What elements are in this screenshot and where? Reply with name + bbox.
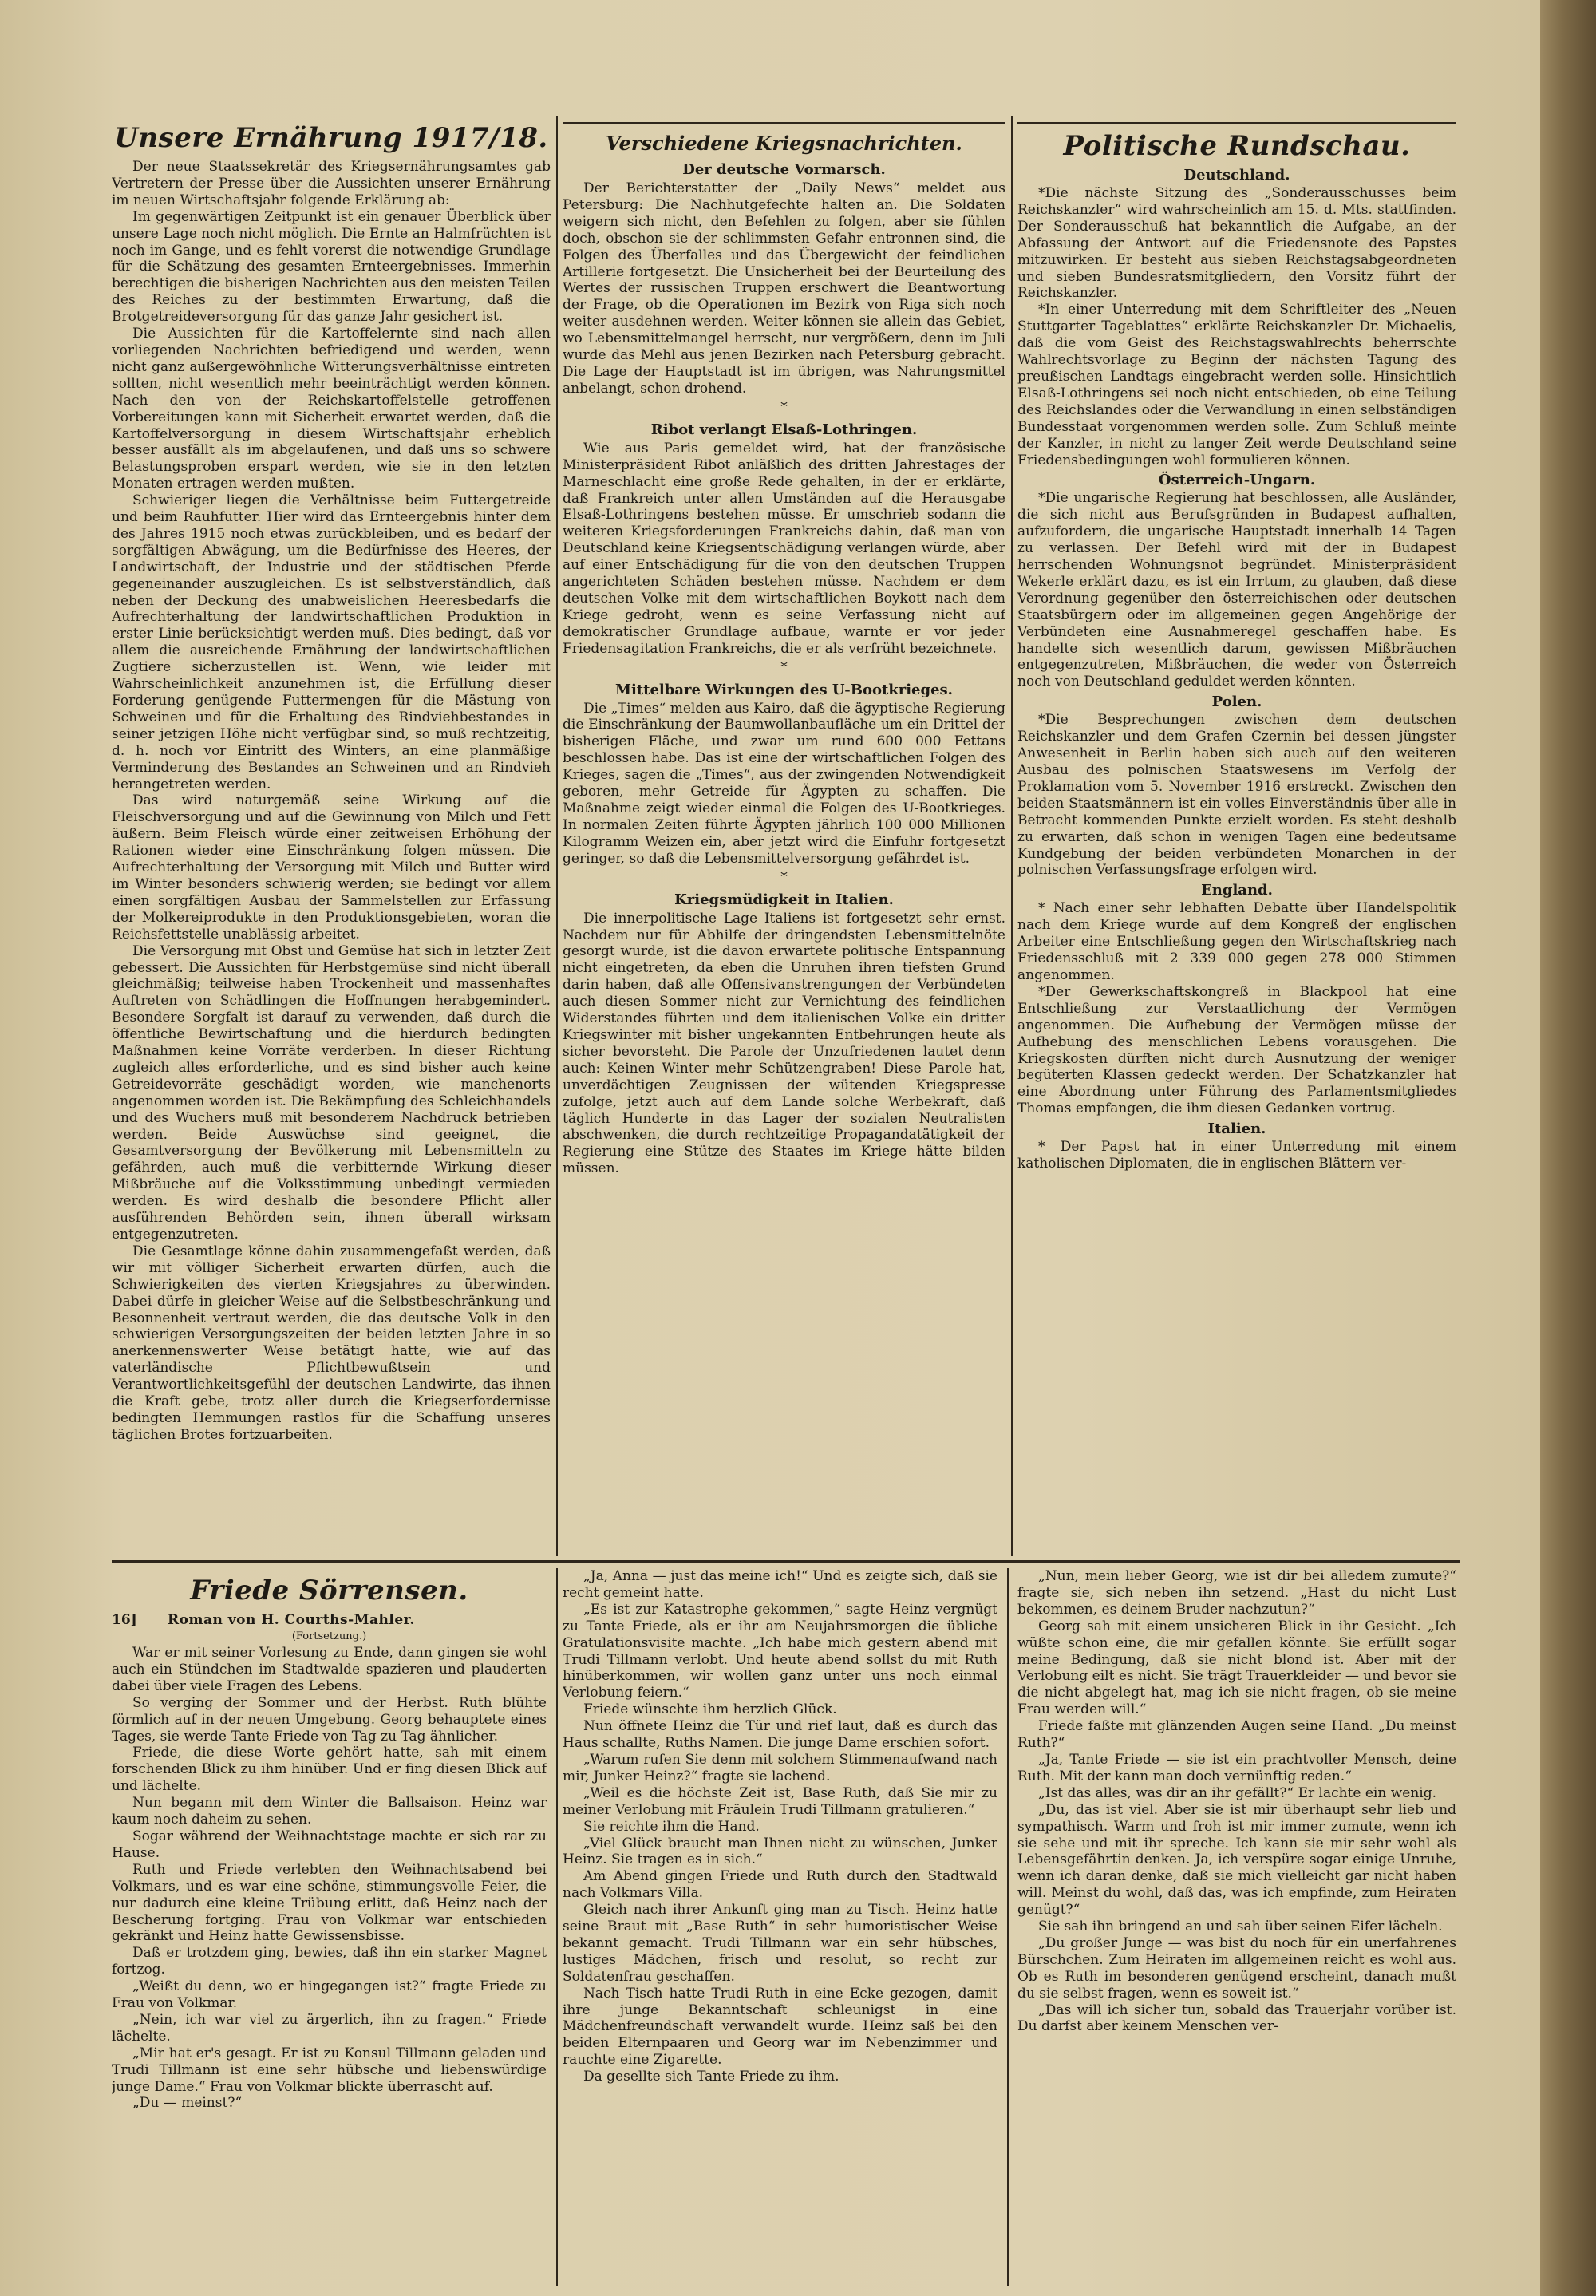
novel-paragraph: Georg sah mit einem unsicheren Blick in ihr Gesicht. „Ich wüßte schon eine, die mir gefallen könnte. Sie erfüllt sogar meine Bedingung, daß sie nicht blond ist. Aber mit der Verlobung eilt es nicht. Sie trägt Trauerkleider — und bevor sie die nicht abgelegt hat, mag ich sie nicht fragen, ob sie meine Frau werden will.“ [1017, 1618, 1456, 1718]
deutschland-item: *Die nächste Sitzung des „Sonderausschusses beim Reichskanzler“ wird wahrscheinlich am 15. d. Mts. stattfinden. Der Sonderausschuß hat bekanntlich die Aufgabe, an der Abfassung der Antwort auf die Friedensnote des Papstes mitzuwirken. Er besteht aus sieben Reichstagsabgeordneten und sieben Bundesratsmitgliedern, den Vorsitz führt der Reichskanzler. [1017, 185, 1456, 302]
novel-column-2 [563, 1568, 998, 2286]
deutschland-item: *In einer Unterredung mit dem Schriftleiter des „Neuen Stuttgarter Tageblattes“ erklärte Reichskanzler Dr. Michaelis, daß die vom Geist des Reichstagswahlrechts beherrschte Wahlrechtsvorlage zu Beginn der nächsten Tagung des preußischen Landtags eingebracht werden solle. Hinsichtlich Elsaß-Lothringens sei noch nicht entschieden, ob eine Teilung des Reichslandes oder die Verwandlung in einen selbständigen Bundesstaat vorgenommen werden solle. Zum Schluß meinte der Kanzler, in nicht zu langer Zeit werde Deutschland seine Friedensbedingungen wohl formulieren können. [1017, 302, 1456, 468]
oesterreich-heading: Österreich-Ungarn. [1158, 472, 1316, 489]
novel-paragraph: Friede, die diese Worte gehört hatte, sah mit einem forschenden Blick zu ihm hinüber. Und er fing diesen Blick auf und lächelte. [112, 1745, 547, 1795]
ernaehrung-paragraph: Schwieriger liegen die Verhältnisse beim Futtergetreide und beim Rauhfutter. Hier wird das Ernteergebnis hinter dem des Jahres 1915 noch etwas zurückbleiben, und es bedarf der sorgfältigen Abwägung, um die Bedürfnisse des Heeres, der Landwirtschaft, der Industrie und der städtischen Pferde gegeneinander auszugleichen. Es ist selbstverständlich, daß neben der Deckung des unabweislichen Heeresbedarfs die Aufrechterhaltung der landwirtschaftlichen Produktion in erster Linie berücksichtigt werden muß. Dies bedingt, daß vor allem die ausreichende Ernährung der landwirtschaftlichen Zugtiere sicherzustellen ist. Wenn, wie leider mit Wahrscheinlichkeit anzunehmen ist, die Erfüllung dieser Forderung genügende Futtermengen für die Mästung von Schweinen und für die Erhaltung des Rindviehbestandes in seiner jetzigen Höhe nicht verfügbar sind, so muß rechtzeitig, d. h. noch vor Eintritt des Winters, an eine planmäßige Verminderung des Bestandes an Schweinen und an Rindvieh herangetreten werden. [112, 492, 551, 792]
column-3 [1017, 116, 1456, 1552]
ribot-heading: Ribot verlangt Elsaß-Lothringen. [650, 421, 918, 438]
section-divider [563, 122, 1005, 124]
column-2 [563, 116, 1005, 1552]
novel-paragraph: Friede faßte mit glänzenden Augen seine Hand. „Du meinst Ruth?“ [1017, 1718, 1456, 1752]
novel-paragraph: Sogar während der Weihnachtstage machte er sich rar zu Hause. [112, 1828, 547, 1861]
novel-paragraph: „Nein, ich war viel zu ärgerlich, ihn zu fragen.“ Friede lächelte. [112, 2011, 547, 2045]
novel-paragraph: Ruth und Friede verlebten den Weihnachtsabend bei Volkmars, und es war eine schöne, stimmungsvolle Feier, die nur dadurch eine kleine Trübung erlitt, daß Heinz nach der Bescherung fortging. Frau von Volkmar war entschieden gekränkt und Heinz hatte Gewissensbisse. [112, 1861, 547, 1945]
installment-number: 16] [112, 1612, 137, 1628]
novel-paragraph: „Warum rufen Sie denn mit solchem Stimmenaufwand nach mir, Junker Heinz?“ fragte sie lachend. [563, 1751, 998, 1784]
novel-paragraph: „Du, das ist viel. Aber sie ist mir überhaupt sehr lieb und sympathisch. Warm und froh ist mir immer zumute, wenn ich sie sehe und mit ihr spreche. Ich kann sie mir sehr wohl als Lebensgefährtin denken. Ja, ich verspüre sogar einige Unruhe, wenn ich daran denke, daß sie mich vielleicht gar nicht haben will. Meinst du wohl, daß das, was ich empfinde, zum Heiraten genügt?“ [1017, 1801, 1456, 1919]
novel-paragraph: „Ja, Tante Friede — sie ist ein prachtvoller Mensch, deine Ruth. Mit der kann man doch vernünftig reden.“ [1017, 1751, 1456, 1784]
italien-rundschau-item: * Der Papst hat in einer Unterredung mit einem katholischen Diplomaten, die in englischen Blättern ver- [1017, 1139, 1456, 1172]
novel-paragraph: „Ist das alles, was dir an ihr gefällt?“ Er lachte ein wenig. [1038, 1784, 1436, 1801]
novel-paragraph: „Nun, mein lieber Georg, wie ist dir bei alledem zumute?“ fragte sie, sich neben ihn setzend. „Hast du nicht Lust bekommen, es deinem Bruder nachzutun?“ [1017, 1568, 1456, 1618]
novel-paragraph: War er mit seiner Vorlesung zu Ende, dann gingen sie wohl auch ein Stündchen im Stadtwalde spazieren und plauderten dabei über viele Fragen des Lebens. [112, 1645, 547, 1694]
feuilleton-rule [112, 1560, 1460, 1563]
novel-title: Friede Sörrensen. [190, 1575, 468, 1606]
novel-paragraph: „Weil es die höchste Zeit ist, Base Ruth, daß Sie mir zu meiner Verlobung mit Fräulein Trudi Tillmann gratulieren.“ [563, 1784, 998, 1818]
polen-item: *Die Besprechungen zwischen dem deutschen Reichskanzler und dem Grafen Czernin bei dessen jüngster Anwesenheit in Berlin haben sich auch auf den weiteren Ausbau des polnischen Staatswesens im Verfolg der Proklamation vom 5. November 1916 erstreckt. Zwischen den beiden Staatsmännern ist ein volles Einverständnis über alle in Betracht kommenden Punkte erzielt worden. Es steht deshalb zu erwarten, daß schon in wenigen Tagen eine bedeutsame Kundgebung der beiden verbündeten Monarchen in der polnischen Verfassungsfrage erfolgen wird. [1017, 712, 1456, 879]
deutschland-heading: Deutschland. [1183, 167, 1290, 184]
ubootkrieg-text: Die „Times“ melden aus Kairo, daß die ägyptische Regierung die Einschränkung der Baumwollanbaufläche um ein Drittel der bisherigen Fläche, und zwar um rund 600 000 Fettans beschlossen habe. Das ist eine der wirtschaftlichen Folgen des Krieges, sagen die „Times“, aus der zwingenden Notwendigkeit geboren, mehr Getreide für Ägypten zu schaffen. Die Maßnahme zeigt wieder einmal die Folgen des U-Bootkrieges. In normalen Zeiten führte Ägypten jährlich 100 000 Millionen Kilogramm Weizen ein, aber jetzt wird die Einfuhr fortgesetzt geringer, so daß die Lebensmittelversorgung gefährdet ist. [563, 700, 1005, 867]
italien-rundschau-heading: Italien. [1207, 1120, 1266, 1138]
novel-author: Roman von H. Courths-Mahler. [168, 1612, 415, 1628]
novel-column-3 [1017, 1568, 1456, 2286]
novel-paragraph: Sie reichte ihm die Hand. [583, 1818, 760, 1835]
continuation-note: (Fortsetzung.) [291, 1630, 367, 1642]
novel-paragraph: Da gesellte sich Tante Friede zu ihm. [583, 2069, 839, 2085]
novel-paragraph: Nun begann mit dem Winter die Ballsaison. Heinz war kaum noch daheim zu sehen. [112, 1795, 547, 1828]
page-binding-edge [1540, 0, 1596, 2296]
separator-star: * [780, 398, 788, 415]
novel-paragraph: „Das will ich sicher tun, sobald das Trauerjahr vorüber ist. Du darfst aber keinem Menschen ver- [1017, 2002, 1456, 2035]
novel-paragraph: Nach Tisch hatte Trudi Ruth in eine Ecke gezogen, damit ihre junge Bekanntschaft schleunigst in eine Mädchenfreundschaft verwandelt wurde. Heinz saß bei den beiden Elternpaaren und Georg war im Nebenzimmer und rauchte eine Zigarette. [563, 1985, 998, 2069]
novel-paragraph: Daß er trotzdem ging, bewies, daß ihn ein starker Magnet fortzog. [112, 1945, 547, 1978]
novel-paragraph: „Du — meinst?“ [132, 2095, 243, 2112]
column-1 [112, 116, 551, 1552]
novel-column-1 [112, 1568, 547, 2286]
separator-star: * [780, 658, 788, 675]
ernaehrung-title: Unsere Ernährung 1917/18. [114, 122, 548, 154]
separator-star: * [780, 868, 788, 885]
ernaehrung-paragraph: Die Gesamtlage könne dahin zusammengefaßt werden, daß wir mit völliger Sicherheit erwarten dürfen, auch die Schwierigkeiten des vierten Kriegsjahres zu überwinden. Dabei dürfe in gleicher Weise auf die Selbstbeschränkung und Besonnenheit vertraut werden, die das deutsche Volk in den schwierigen Versorgungszeiten der beiden letzten Jahre in so anerkennenswerter Weise betätigt hatte, wie auf das vaterländische Pflichtbewußtsein und Verantwortlichkeitsgefühl der deutschen Landwirte, das ihnen die Kraft gebe, trotz aller durch die Kriegserfordernisse bedingten Hemmungen rastlos für die Schaffung unseres täglichen Brotes fortzuarbeiten. [112, 1243, 551, 1443]
oesterreich-item: *Die ungarische Regierung hat beschlossen, alle Ausländer, die sich nicht aus Berufsgründen in Budapest aufhalten, aufzufordern, die ungarische Hauptstadt innerhalb 14 Tagen zu verlassen. Der Befehl wird mit der in Budapest herrschenden Wohnungsnot begründet. Ministerpräsident Wekerle erklärt dazu, es ist ein Irrtum, zu glauben, daß diese Verordnung gegenüber den österreichischen oder deutschen Staatsbürgern oder im allgemeinen gegen Angehörige der Verbündeten eine Ausnahmeregel geschaffen habe. Es handelte sich wesentlich darum, gewissen Mißbräuchen entgegenzutreten, Mißbräuchen, die weder von Österreich noch von Deutschland geduldet werden könnten. [1017, 490, 1456, 690]
italien-heading: Kriegsmüdigkeit in Italien. [674, 891, 894, 908]
column-rule [556, 116, 558, 1556]
england-item: *Der Gewerkschaftskongreß in Blackpool hat eine Entschließung zur Verstaatlichung der Vermögen angenommen. Die Aufhebung der Vermögen müsse der Aufhebung des menschlichen Lebens vorausgehen. Die Kriegskosten dürften nicht durch Ausnutzung der weniger begüterten Klassen gedeckt werden. Der Schatzkanzler hat eine Abordnung unter Führung des Parlamentsmitgliedes Thomas empfangen, die ihm diesen Gedanken vortrug. [1017, 983, 1456, 1117]
section-divider [1017, 122, 1456, 124]
rundschau-title: Politische Rundschau. [1063, 130, 1411, 162]
novel-paragraph: „Weißt du denn, wo er hingegangen ist?“ fragte Friede zu Frau von Volkmar. [112, 1978, 547, 2012]
novel-paragraph: Sie sah ihn bringend an und sah über seinen Eifer lächeln. [1038, 1919, 1443, 1935]
novel-paragraph: So verging der Sommer und der Herbst. Ruth blühte förmlich auf in der neuen Umgebung. Georg behauptete eines Tages, sie werde Tante Friede von Tag zu Tag ähnlicher. [112, 1694, 547, 1745]
england-item: * Nach einer sehr lebhaften Debatte über Handelspolitik nach dem Kriege wurde auf dem Kongreß der englischen Arbeiter eine Entschließung gegen den Wirtschaftskrieg nach Friedensschluß mit 2 339 000 gegen 278 000 Stimmen angenommen. [1017, 900, 1456, 983]
novel-byline [112, 1611, 547, 1629]
kriegsnachrichten-title: Verschiedene Kriegsnachrichten. [606, 132, 962, 155]
column-rule [556, 1568, 558, 2286]
polen-heading: Polen. [1211, 694, 1262, 711]
vormarsch-text: Der Berichterstatter der „Daily News“ meldet aus Petersburg: Die Nachhutgefechte halten an. Die Soldaten weigern sich nicht, den Befehlen zu folgen, aber sie fühlen doch, obschon sie der schlimmsten Gefahr entronnen sind, die Folgen des Überfalles und das Übergewicht der feindlichen Artillerie fortgesetzt. Die Unsicherheit bei der Beurteilung des Wertes der russischen Truppen erschwert die Beantwortung der Frage, ob die Operationen im Bezirk von Riga sich noch weiter ausdehnen werden. Weiter können sie allein das Gebiet, wo Lebensmittelmangel herrscht, nur vergrößern, denn im Juli wurde das Mehl aus jenen Bezirken nach Petersburg gebracht. Die Lage der Hauptstadt ist im übrigen, was Nahrungsmittel anbelangt, schon drohend. [563, 180, 1005, 397]
novel-paragraph: Am Abend gingen Friede und Ruth durch den Stadtwald nach Volkmars Villa. [563, 1868, 998, 1902]
novel-paragraph: „Ja, Anna — just das meine ich!“ Und es zeigte sich, daß sie recht gemeint hatte. [563, 1568, 998, 1601]
novel-paragraph: „Es ist zur Katastrophe gekommen,“ sagte Heinz vergnügt zu Tante Friede, als er ihr am Neujahrsmorgen die übliche Gratulationsvisite machte. „Ich habe mich gestern abend mit Trudi Tillmann verlobt. Und heute abend sollst du mit Ruth hinüberkommen, wir wollen ganz unter uns noch einmal Verlobung feiern.“ [563, 1601, 998, 1701]
novel-paragraph: Nun öffnete Heinz die Tür und rief laut, daß es durch das Haus schallte, Ruths Namen. Die junge Dame erschien sofort. [563, 1718, 998, 1752]
column-rule [1007, 1568, 1009, 2286]
column-rule [1011, 116, 1013, 1556]
vormarsch-heading: Der deutsche Vormarsch. [682, 161, 886, 178]
ernaehrung-paragraph: Die Aussichten für die Kartoffelernte sind nach allen vorliegenden Nachrichten befriedigend und werden, wenn nicht ganz außergewöhnliche Witterungsverhältnisse eintreten sollten, nicht wesentlich mehr beeinträchtigt werden können. Nach den von der Reichskartoffelstelle getroffenen Vorbereitungen kann mit Sicherheit erwartet werden, daß die Kartoffelversorgung in diesem Wirtschaftsjahr erheblich besser ausfällt als im abgelaufenen, und daß uns so schwere Belastungsproben erspart werden, wie sie in den letzten Monaten ertragen werden mußten. [112, 326, 551, 492]
ernaehrung-paragraph: Die Versorgung mit Obst und Gemüse hat sich in letzter Zeit gebessert. Die Aussichten für Herbstgemüse sind nicht überall gleichmäßig; teilweise haben Trockenheit und massenhaftes Auftreten von Schädlingen die Hoffnungen herabgemindert. Besondere Sorgfalt ist darauf zu verwenden, daß durch die öffentliche Bewirtschaftung und die hierdurch bedingten Maßnahmen keine Vorräte verderben. In dieser Richtung zugleich alles erforderliche, und es sind bisher auch keine Getreidevorräte geschädigt worden, wie manchenorts angenommen worden ist. Die Bekämpfung des Schleichhandels und des Wuchers muß mit besonderem Nachdruck betrieben werden. Beide Auswüchse sind geeignet, die Gesamtversorgung der Bevölkerung mit Lebensmitteln zu gefährden, auch muß die verbitternde Wirkung dieser Mißbräuche auf die Volksstimmung unbedingt vermieden werden. Es wird deshalb die besondere Pflicht aller ausführenden Behörden sein, ihnen überall wirksam entgegenzutreten. [112, 943, 551, 1243]
ernaehrung-paragraph: Im gegenwärtigen Zeitpunkt ist ein genauer Überblick über unsere Lage noch nicht möglich. Die Ernte an Halmfrüchten ist noch im Gange, und es fehlt vorerst die notwendige Grundlage für die Schätzung des gesamten Ernteergebnisses. Immerhin berechtigen die bisherigen Nachrichten aus den meisten Teilen des Reiches zu der bestimmten Erwartung, daß die Brotgetreideversorgung für das ganze Jahr gesichert ist. [112, 208, 551, 326]
ernaehrung-paragraph: Das wird naturgemäß seine Wirkung auf die Fleischversorgung und auf die Gewinnung von Milch und Fett äußern. Beim Fleisch würde einer zeitweisen Erhöhung der Rationen wieder eine Einschränkung folgen müssen. Die Aufrechterhaltung der Versorgung mit Milch und Butter wird im Winter besonders schwierig werden; sie bedingt vor allem einen sorgfältigen Ausbau der Sammelstellen zur Erfassung der Molkereiprodukte in den Produktionsgebieten, woran die Reichsfettstelle unablässig arbeitet. [112, 792, 551, 943]
novel-paragraph: „Viel Glück braucht man Ihnen nicht zu wünschen, Junker Heinz. Sie tragen es in sich.“ [563, 1835, 998, 1868]
novel-paragraph: „Mir hat er's gesagt. Er ist zu Konsul Tillmann geladen und Trudi Tillmann ist eine sehr hübsche und liebenswürdige junge Dame.“ Frau von Volkmar blickte überrascht auf. [112, 2045, 547, 2095]
novel-paragraph: „Du großer Junge — was bist du noch für ein unerfahrenes Bürschchen. Zum Heiraten im allgemeinen reicht es wohl aus. Ob es Ruth im besonderen genügend erscheint, danach mußt du sie selbst fragen, wenn es soweit ist.“ [1017, 1934, 1456, 2002]
novel-paragraph: Gleich nach ihrer Ankunft ging man zu Tisch. Heinz hatte seine Braut mit „Base Ruth“ in sehr humoristischer Weise bekannt gemacht. Trudi Tillmann war ein sehr hübsches, lustiges Mädchen, frisch und resolut, so recht zur Soldatenfrau geschaffen. [563, 1902, 998, 1985]
ernaehrung-paragraph: Der neue Staatssekretär des Kriegsernährungsamtes gab Vertretern der Presse über die Aussichten unserer Ernährung im neuen Wirtschaftsjahr folgende Erklärung ab: [112, 159, 551, 208]
england-heading: England. [1201, 882, 1273, 899]
ribot-text: Wie aus Paris gemeldet wird, hat der französische Ministerpräsident Ribot anläßlich des dritten Jahrestages der Marneschlacht eine große Rede gehalten, in der er erklärte, daß Frankreich unter allen Umständen auf die Herausgabe Elsaß-Lothringens bestehen müsse. Er umschrieb sodann die weiteren Kriegsforderungen Frankreichs dahin, daß man von Deutschland keine Kriegsentschädigung verlangen würde, aber auf einer Entschädigung für die von den deutschen Truppen angerichteten Schäden bestehen müsse. Nachdem er dem deutschen Volke mit dem wirtschaftlichen Boykott nach dem Kriege gedroht, wenn es seine Verfassung nicht auf demokratischer Grundlage aufbaue, warnte er vor jeder Friedensagitation Frankreichs, die er als verfrüht bezeichnete. [563, 440, 1005, 657]
ubootkrieg-heading: Mittelbare Wirkungen des U-Bootkrieges. [615, 681, 953, 698]
italien-text: Die innerpolitische Lage Italiens ist fortgesetzt sehr ernst. Nachdem nur für Abhilfe der dringendsten Lebensmittelnöte gesorgt wurde, ist die davon erwartete politische Entspannung nicht eingetreten, da eben die Unruhen ihren tiefsten Grund darin haben, daß alle Offensivanstrengungen der Verbündeten auch diesen Sommer nicht zur Vernichtung des feindlichen Widerstandes führten und dem italienischen Volke ein dritter Kriegswinter mit bisher ungekannten Entbehrungen heute als sicher bevorsteht. Die Parole der Unzufriedenen lautet denn auch: Keinen Winter mehr Schützengraben! Diese Parole hat, unverdächtigen Zeugnissen der wütenden Kriegspresse zufolge, jetzt auch auf dem Lande solche Werbekraft, daß täglich Hunderte in das Lager der sozialen Neutralisten abschwenken, die durch rechtzeitige Propagandatätigkeit der Regierung eine Stütze des Staates im Kriege hätte bilden müssen. [563, 910, 1005, 1177]
novel-paragraph: Friede wünschte ihm herzlich Glück. [583, 1701, 837, 1718]
